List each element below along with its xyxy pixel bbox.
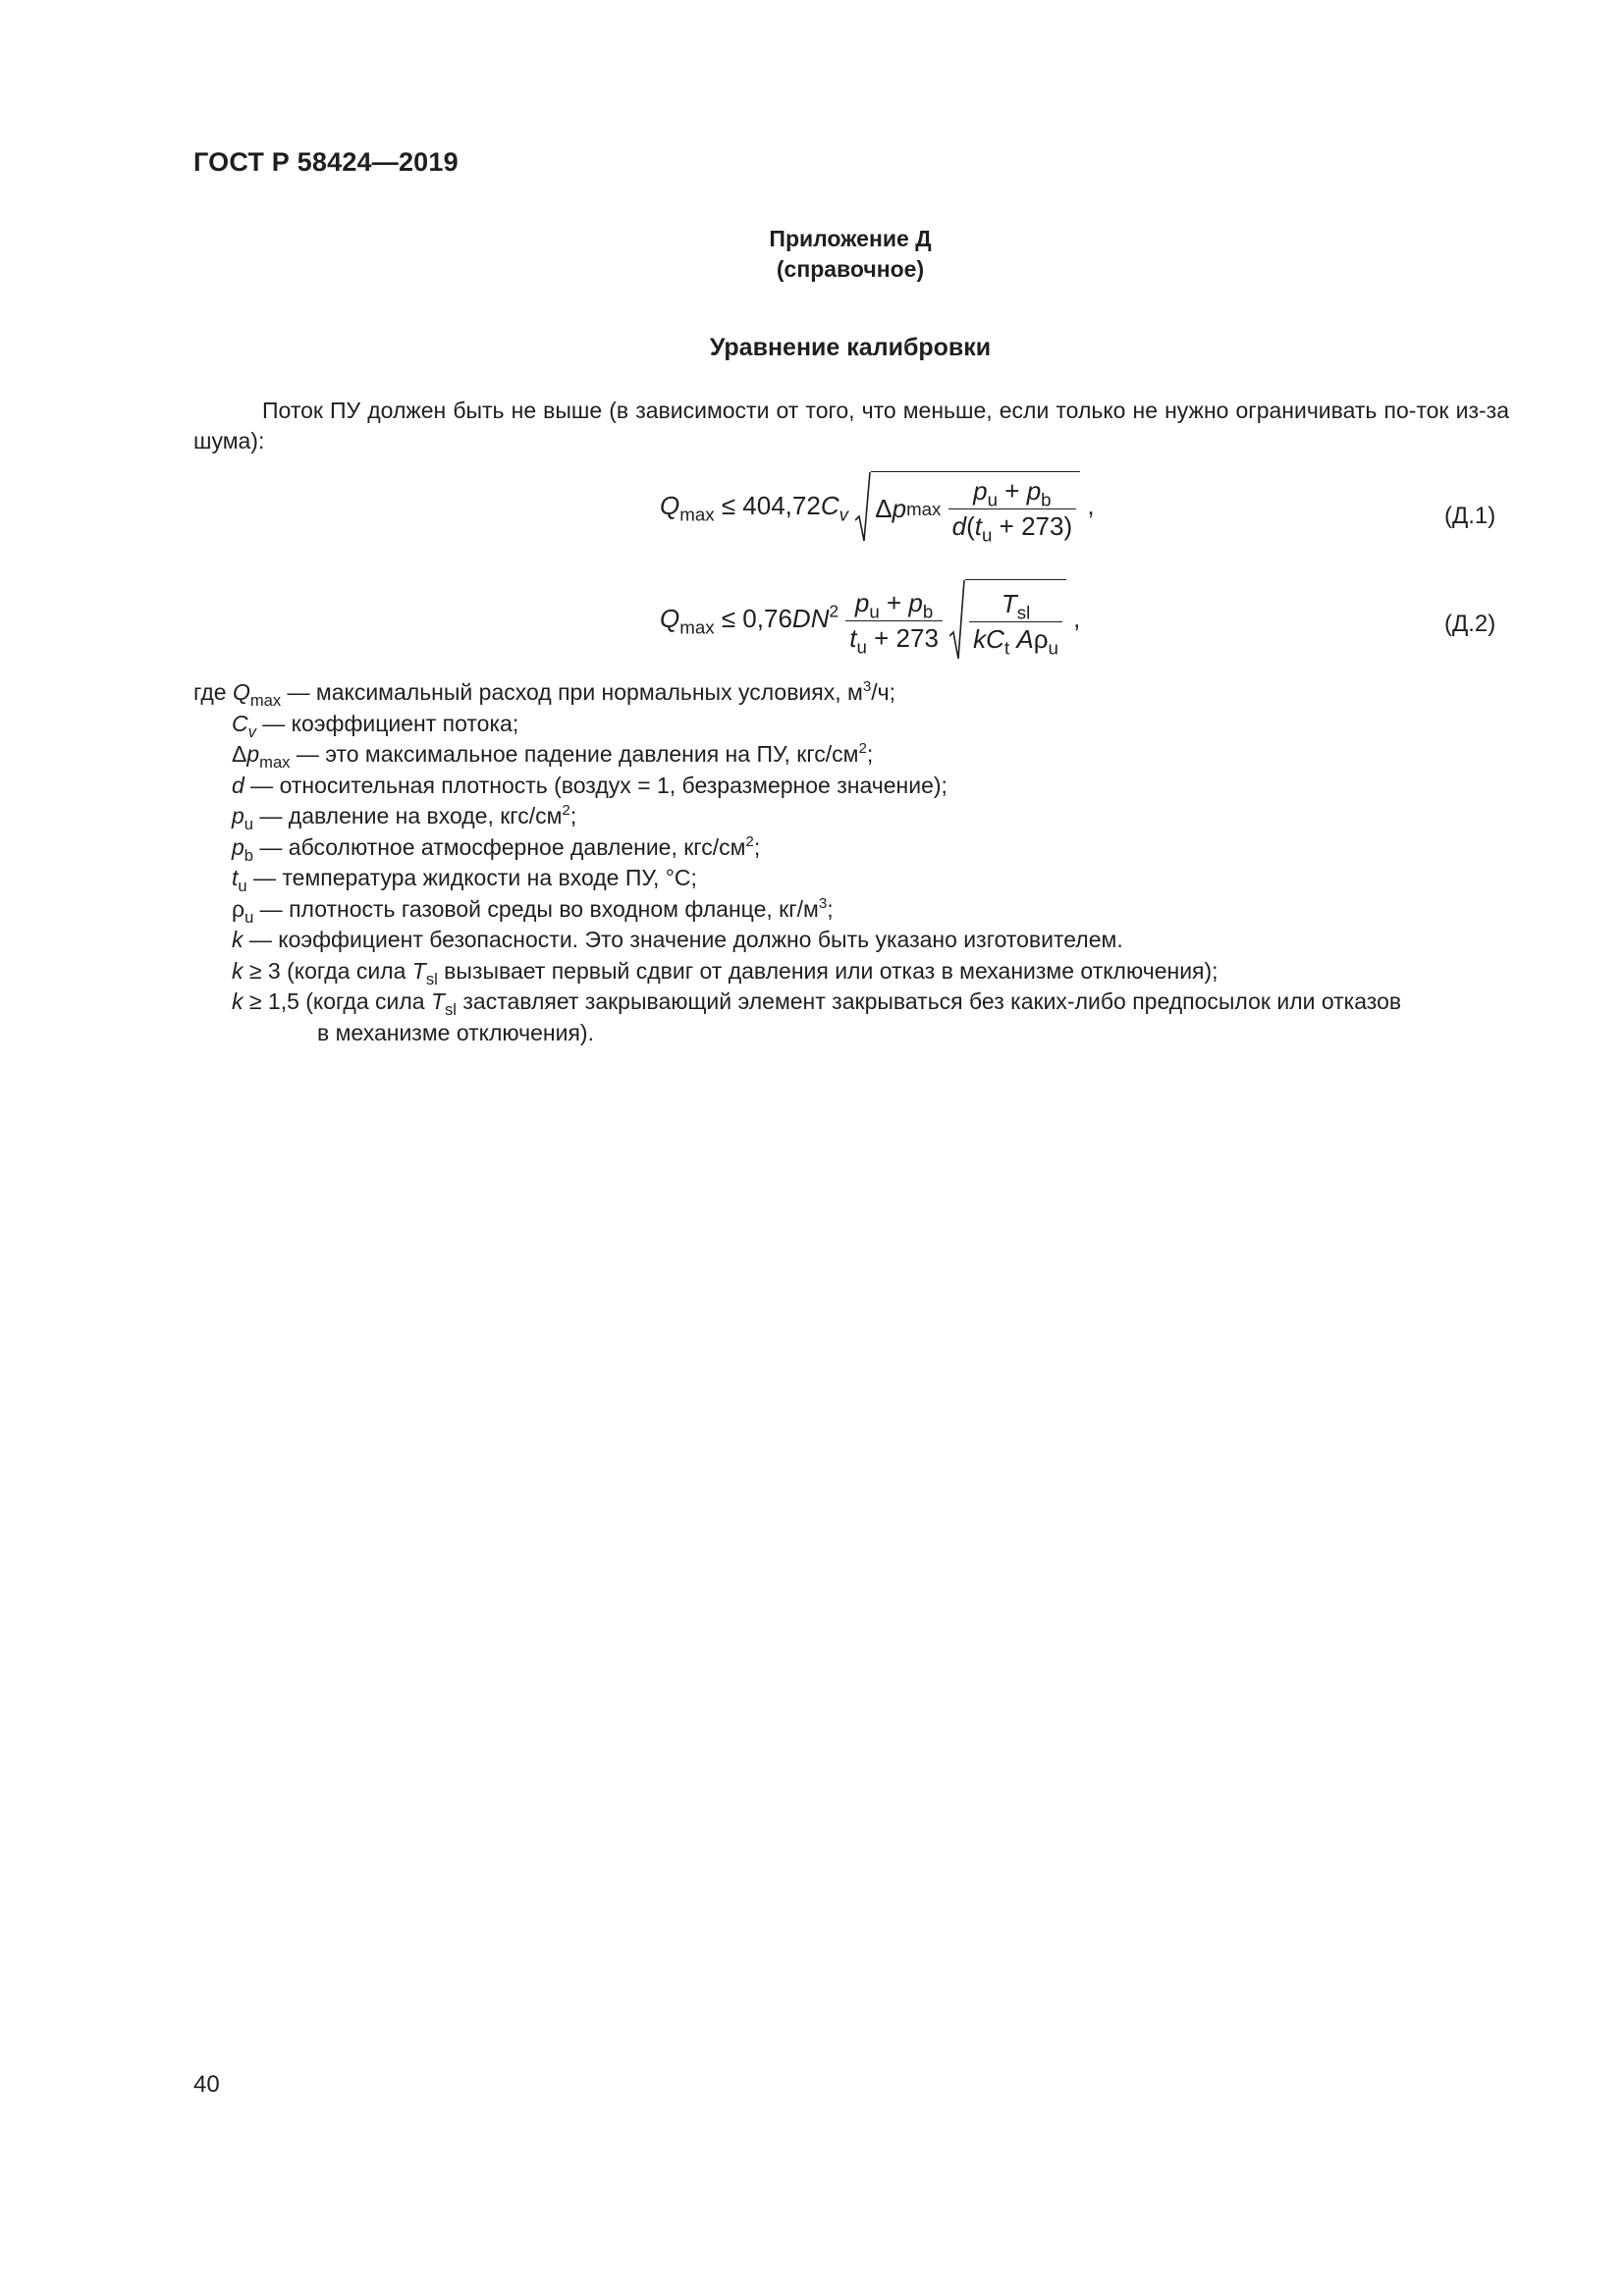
fraction-d2: $\frac{p_u + p_b}{t_u + 273}$ xyxy=(845,588,943,654)
radical-sign xyxy=(949,579,965,662)
section-title: Уравнение калибровки xyxy=(709,334,992,361)
appendix-subtitle: (справочное) xyxy=(776,256,925,282)
definition-pb: $p_b$ — абсолютное атмосферное давление, кгс/$см^2$; xyxy=(232,832,761,865)
radical-sign xyxy=(855,471,871,544)
definition-k15: k ≥ 1,5 (когда сила $T_{sl}$ заставляет закрывающий элемент закрываться без каких-либо предпосылок или отказов xyxy=(232,988,1402,1019)
fraction-d1: $\frac{p_u + p_b}{d(t_u + 273)}$ xyxy=(948,476,1076,542)
definitions-list xyxy=(193,677,1539,1048)
definition-k3: k ≥ 3 (когда сила $T_{sl}$ вызывает первый сдвиг от давления или отказ в механизме отключения); xyxy=(232,957,1218,988)
definition-k: k — коэффициент безопасности. Это значение должно быть указано изготовителем. xyxy=(232,927,1123,952)
intro-paragraph: Поток ПУ должен быть не выше (в зависимости от того, что меньше, если только не нужно ограничивать по-ток из-за шума): xyxy=(193,398,1509,454)
definition-cv: $C_v$ — коэффициент потока; xyxy=(232,710,519,741)
fraction-d2-root: $\frac{T_{sl}}{kC_t A\rho_u}$ xyxy=(969,589,1062,655)
definition-dp: $\Delta p_{max}$ — это максимальное падение давления на ПУ, кгс/$см^2$; xyxy=(232,739,874,772)
formula-d2: $Q_{max} \le 0,76DN^2$ $\frac{p_u + p_b}{t_u + 273}$ $\frac{T_{sl}}{kC_t A\rho_u}$ , xyxy=(660,579,1080,662)
definition-pu: $p_u$ — давление на входе, кгс/$см^2$; xyxy=(232,801,577,833)
document-header: ГОСТ Р 58424—2019 xyxy=(193,147,459,177)
formula-d1: $Q_{max} \le 404,72C_v$ Δ p max $\frac{p_u + p_b}{d(t_u + 273)}$ , xyxy=(660,471,1095,544)
equation-number-d1: (Д.1) xyxy=(1444,503,1496,529)
definition-rho: $\rho_u$ — плотность газовой среды во входном фланце, $кг/м^3$; xyxy=(232,894,834,927)
definition-qmax: где $Q_{max}$ — максимальный расход при нормальных условиях, $м^3/ч$; xyxy=(193,677,896,710)
equation-number-d2: (Д.2) xyxy=(1444,611,1496,637)
definition-d: d — относительная плотность (воздух = 1, безразмерное значение); xyxy=(232,772,947,798)
definition-k15-continuation: в механизме отключения). xyxy=(317,1019,594,1045)
sqrt-d2 xyxy=(949,579,1066,662)
definition-tu: $t_u$ — температура жидкости на входе ПУ, °С; xyxy=(232,865,697,895)
sqrt-d1: Δ p max $\frac{p_u + p_b}{d(t_u + 273)}$ xyxy=(855,471,1080,544)
page-number: 40 xyxy=(193,2071,220,2098)
appendix-title: Приложение Д xyxy=(769,226,932,251)
